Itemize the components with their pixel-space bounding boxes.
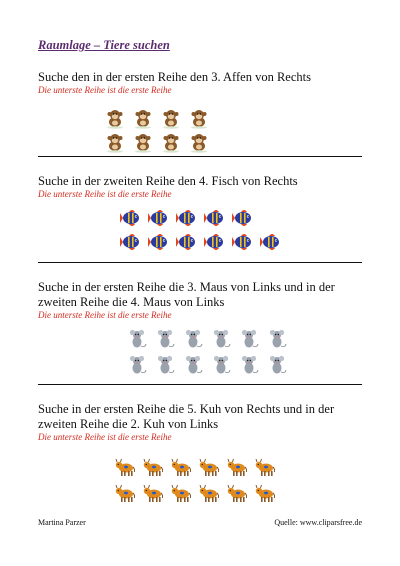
mouse-icon [266, 354, 288, 376]
hint-text: Die unterste Reihe ist die erste Reihe [38, 432, 172, 442]
mouse-icon [266, 328, 288, 350]
section-divider [38, 262, 362, 263]
task-text-mice: Suche in der ersten Reihe die 3. Maus von Links und in der zweiten Reihe die 4. Maus von Links [38, 280, 335, 309]
mouse-icon [238, 328, 260, 350]
fish-icon [232, 207, 254, 229]
section-divider [38, 156, 362, 157]
fish-icon [176, 231, 198, 253]
cow-icon [142, 456, 164, 478]
fish-icon [204, 231, 226, 253]
cow-icon [114, 456, 136, 478]
cow-icon [226, 456, 248, 478]
animal-row [120, 231, 300, 253]
section-divider [38, 384, 362, 385]
animal-row [114, 456, 274, 478]
hint-text: Die unterste Reihe ist die erste Reihe [38, 189, 172, 199]
cow-icon [226, 482, 248, 504]
task-text-monkeys: Suche den in der ersten Reihe den 3. Affen von Rechts [38, 70, 311, 84]
cow-icon [170, 482, 192, 504]
fish-icon [260, 231, 282, 253]
monkey-icon [188, 107, 210, 129]
mouse-icon [154, 354, 176, 376]
mouse-icon [182, 328, 204, 350]
cow-icon [114, 482, 136, 504]
mouse-icon [126, 328, 148, 350]
monkey-icon [104, 131, 126, 153]
monkey-icon [132, 131, 154, 153]
monkey-icon [160, 107, 182, 129]
mouse-icon [210, 354, 232, 376]
cow-icon [198, 482, 220, 504]
hint-text: Die unterste Reihe ist die erste Reihe [38, 85, 172, 95]
animal-row [126, 328, 286, 350]
mouse-icon [126, 354, 148, 376]
cow-icon [142, 482, 164, 504]
fish-icon [204, 207, 226, 229]
mouse-icon [210, 328, 232, 350]
task-text-fish: Suche in der zweiten Reihe den 4. Fisch von Rechts [38, 174, 298, 188]
fish-icon [120, 231, 142, 253]
hint-text: Die unterste Reihe ist die erste Reihe [38, 310, 172, 320]
animal-row [104, 107, 234, 129]
fish-icon [120, 207, 142, 229]
mouse-icon [238, 354, 260, 376]
cow-icon [254, 482, 276, 504]
animal-row [126, 354, 266, 376]
cow-icon [254, 456, 276, 478]
footer-source: Quelle: www.cliparsfree.de [274, 518, 362, 527]
monkey-icon [132, 107, 154, 129]
fish-icon [148, 207, 170, 229]
footer-author: Martina Parzer [38, 518, 86, 527]
mouse-icon [182, 354, 204, 376]
task-text-cows: Suche in der ersten Reihe die 5. Kuh von Rechts und in der zweiten Reihe die 2. Kuh von Links [38, 402, 335, 431]
monkey-icon [104, 107, 126, 129]
monkey-icon [188, 131, 210, 153]
mouse-icon [154, 328, 176, 350]
animal-row [104, 131, 234, 153]
animal-row [120, 207, 270, 229]
page-title: Raumlage – Tiere suchen [38, 38, 170, 52]
cow-icon [198, 456, 220, 478]
monkey-icon [160, 131, 182, 153]
fish-icon [232, 231, 254, 253]
fish-icon [176, 207, 198, 229]
cow-icon [170, 456, 192, 478]
animal-row [114, 482, 274, 504]
fish-icon [148, 231, 170, 253]
